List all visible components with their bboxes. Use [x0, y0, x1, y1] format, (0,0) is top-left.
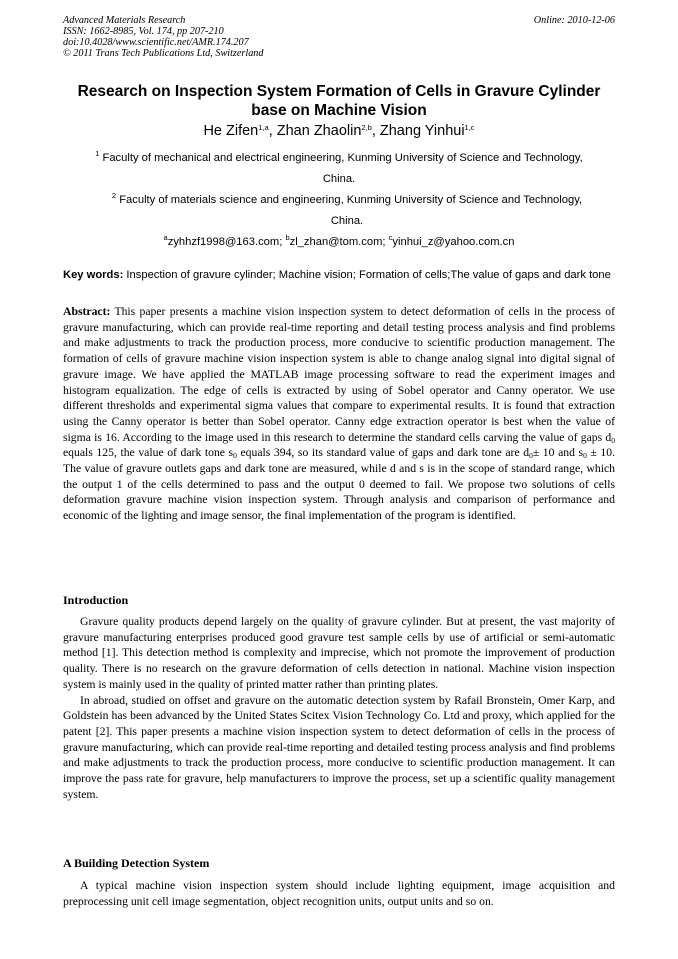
abstract-text: This paper presents a machine vision inspection system to detect deformation of cells in the process of gravure manufacturing, which can provide real-time reporting and detail testing process analysis and find problems and make adjustments to track the production process, more conducive to scientific production management. The formation of cells of gravure machine vision inspection system is able to change analog signal into digital signal of gravure image. We have applied the MATLAB image processing software to read the experiment images and histogram equalization. The edge of cells is extracted by using of Sobel operator and Canny operator. We use different thresholds and experimental sigma values that compare to experimental results. It is found that extraction using the Canny operator is better than Sobel operator. Canny edge extraction operator is best when the value of sigma is 16. According to the image used in this research to determine the standard cells carving the value of gaps d	[63, 305, 615, 444]
keywords-label: Key words:	[63, 269, 124, 281]
subscript: 0	[583, 451, 587, 461]
affiliation-number: 2	[111, 191, 117, 200]
doi-line: doi:10.4028/www.scientific.net/AMR.174.207	[63, 37, 249, 48]
abstract	[63, 304, 615, 524]
author-sup: 1,c	[464, 123, 475, 132]
author-list	[60, 123, 618, 139]
title-line-1: Research on Inspection System Formation of Cells in Gravure Cylinder	[77, 83, 601, 100]
author-sup: 1,a	[258, 123, 269, 132]
subscript: 0	[233, 451, 237, 461]
email-separator: ;	[382, 236, 389, 248]
section-heading: A Building Detection System	[63, 856, 210, 870]
copyright-line: © 2011 Trans Tech Publications Ltd, Switzerland	[63, 48, 264, 59]
keywords-text: Inspection of gravure cylinder; Machine vision; Formation of cells;The value of gaps and dark tone	[123, 269, 611, 281]
paragraph: A typical machine vision inspection system should include lighting equipment, image acquisition and preprocessing unit cell image segmentation, object recognition units, output units and so on.	[63, 879, 615, 908]
email-sup: a	[163, 233, 168, 242]
email-address[interactable]: yinhui_z@yahoo.com.cn	[392, 236, 515, 248]
keywords	[63, 268, 615, 282]
author-separator: ,	[371, 123, 380, 139]
affiliation-1	[60, 148, 618, 190]
abstract-text: equals 125, the value of dark tone s	[63, 446, 234, 460]
affiliation-text: Faculty of materials science and engineering, Kunming University of Science and Technology,	[119, 194, 583, 206]
abstract-text: ± 10. The value of gravure outlets gaps and dark tone are measured, while d and s is in the scope of standard range, which the output 1 of the cells determined to pass and the output 0 deemed to fail. We propose two solutions of cells deformation gravure machine vision inspection system. Through analysis and comparison of performance and economic of the lighting and image sensor, the final implementation of the program is identified.	[63, 446, 616, 523]
affiliation-number: 1	[95, 149, 100, 158]
introduction-body	[63, 614, 615, 802]
author-name: Zhang Yinhui	[379, 123, 465, 139]
introduction-heading: Introduction	[63, 593, 129, 607]
online-date: Online: 2010-12-06	[533, 15, 615, 26]
section-body	[63, 878, 615, 909]
email-address[interactable]: zyhhzf1998@163.com	[167, 236, 280, 248]
subscript: 0	[611, 435, 615, 445]
abstract-label: Abstract:	[63, 305, 111, 318]
email-sup: b	[285, 233, 290, 242]
email-separator: ;	[279, 236, 286, 248]
affiliation-country: China.	[322, 173, 356, 185]
email-sup: c	[388, 233, 393, 242]
paragraph: In abroad, studied on offset and gravure on the automatic detection system by Rafail Bronstein, Omer Karp, and Goldstein has been advanced by the United States Scitex Vision Technology Co. Ltd and proxy, which applied for the patent [2]. This paper presents a machine vision inspection system to detect deformation of cells in the process of gravure manufacturing, which can provide real-time reporting and detailed testing process analysis and find problems and make adjustments to track the production process, more conducive to scientific production management. It can improve the pass rate for gravure, help manufacturers to improve the process, set up a scientific quality management system.	[63, 693, 615, 801]
author-name: Zhan Zhaolin	[276, 123, 362, 139]
affiliation-2	[72, 190, 622, 232]
affiliation-country: China.	[330, 215, 364, 227]
paragraph: Gravure quality products depend largely on the quality of gravure cylinder. But at present, the vast majority of gravure manufacturing enterprises produced good gravure test sample cells by use of artificial or semi-automatic method [1]. This detection method is complexity and imprecise, which not promote the improvement of production quality. There is no research on the gravure deformation of cells detection in national. Machine vision inspection system is mainly used in the quality of printed matter rather than printing plates.	[63, 615, 615, 691]
email-line	[60, 232, 618, 253]
issn-line: ISSN: 1662-8985, Vol. 174, pp 207-210	[63, 26, 224, 37]
title-line-2: base on Machine Vision	[251, 102, 427, 119]
email-address[interactable]: zl_zhan@tom.com	[289, 236, 383, 248]
author-sup: 2,b	[361, 123, 372, 132]
author-separator: ,	[268, 123, 277, 139]
affiliation-text: Faculty of mechanical and electrical engineering, Kunming University of Science and Technology,	[102, 152, 583, 164]
author-name: He Zifen	[203, 123, 259, 139]
abstract-text: equals 394, so its standard value of gaps and dark tone are d	[236, 446, 530, 460]
abstract-text: ± 10 and s	[532, 446, 584, 460]
subscript: 0	[529, 451, 533, 461]
journal-name: Advanced Materials Research	[63, 15, 186, 26]
paper-title	[60, 82, 618, 120]
